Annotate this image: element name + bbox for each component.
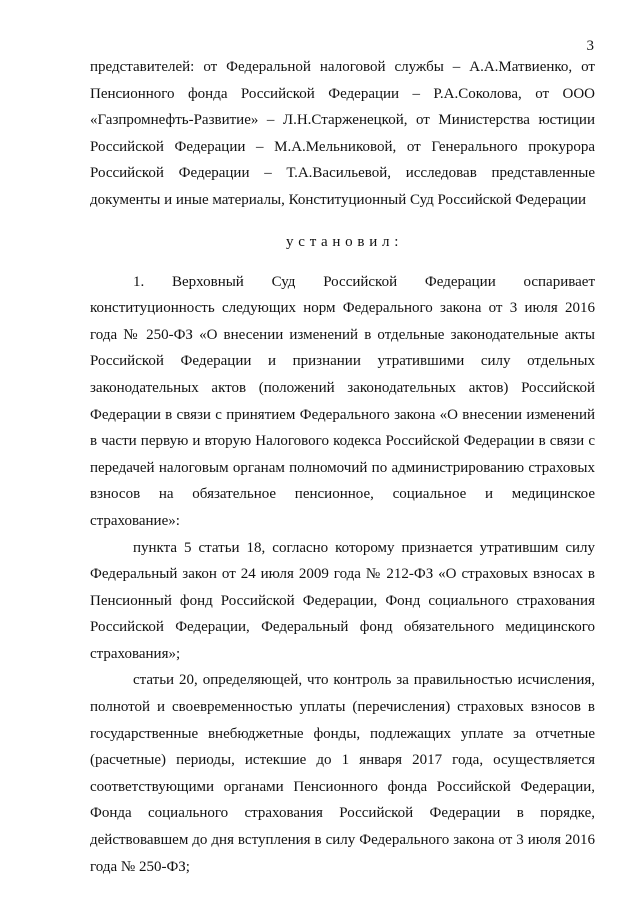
page-number: 3 [586,38,594,54]
paragraph-3: статьи 20, определяющей, что контроль за правильностью исчисления, полнотой и своевременностью уплаты (перечисления) страховых взносов в государственные внебюджетные фонды, подлежащих уплате за отчетные (расчетные) периоды, истекшие до 1 января 2017 года, осуществляется соответствующими органами Пенсионного фонда Российской Федерации, Фонда социального страхования Российской Федерации в порядке, действовавшем до дня вступления в силу Федерального закона от 3 июля 2016 года № 250-ФЗ; [90,672,595,875]
document-body [90,54,595,880]
intro-paragraph: представителей: от Федеральной налоговой службы – А.А.Матвиенко, от Пенсионного фонда Российской Федерации – Р.А.Соколова, от ООО «Газпромнефть-Развитие» – Л.Н.Старженецкой, от Министерства юстиции Российской Федерации – М.А.Мельниковой, от Генерального прокурора Российской Федерации – Т.А.Васильевой, исследовав представленные документы и иные материалы, Конституционный Суд Российской Федерации [90,59,595,208]
section-heading: у с т а н о в и л : [286,233,399,250]
paragraph-1: 1. Верховный Суд Российской Федерации оспаривает конституционность следующих норм Федерального закона от 3 июля 2016 года № 250-ФЗ «О внесении изменений в отдельные законодательные акты Российской Федерации и признании утратившими силу отдельных законодательных актов (положений законодательных актов) Российской Федерации в связи с принятием Федерального закона «О внесении изменений в части первую и вторую Налогового кодекса Российской Федерации в связи с передачей налоговым органам полномочий по администрированию страховых взносов на обязательное пенсионное, социальное и медицинское страхование»: [90,273,595,529]
paragraph-2: пункта 5 статьи 18, согласно которому признается утратившим силу Федеральный закон от 24 июля 2009 года № 212-ФЗ «О страховых взносах в Пенсионный фонд Российской Федерации, Фонд социального страхования Российской Федерации, Федеральный фонд обязательного медицинского страхования»; [90,539,595,662]
